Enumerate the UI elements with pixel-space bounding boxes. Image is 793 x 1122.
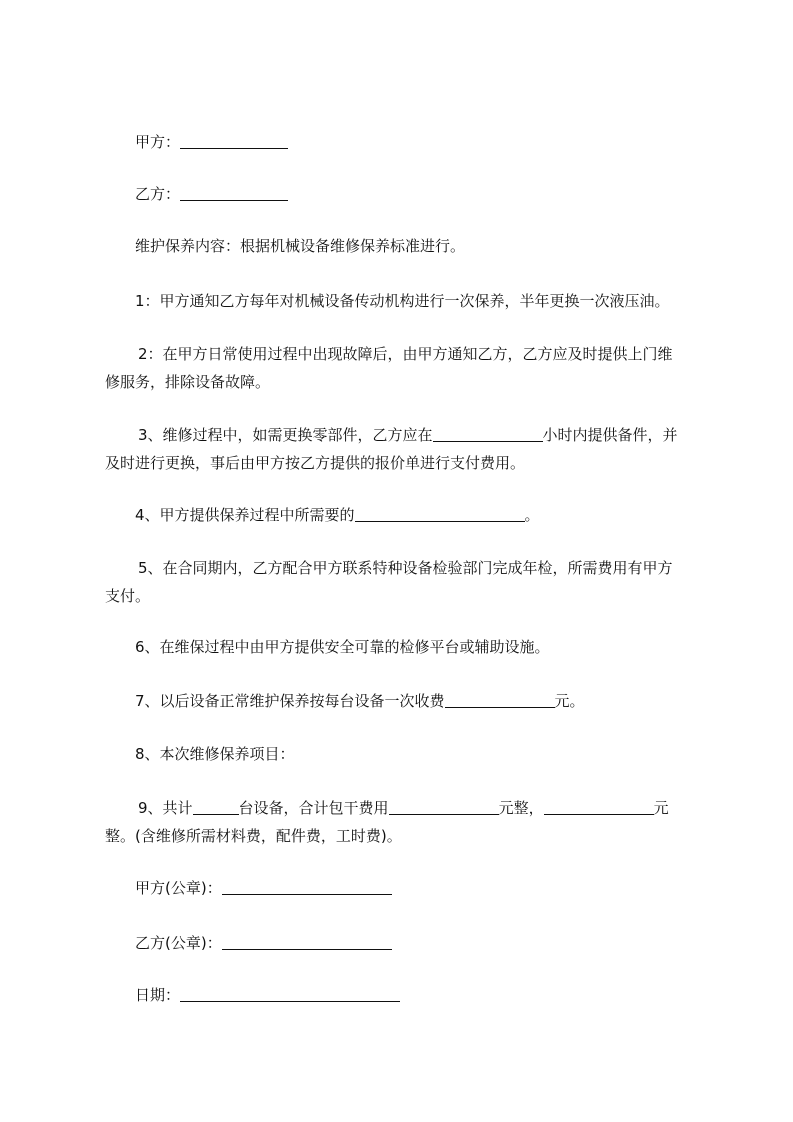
item-3-line-1 [105,420,748,450]
party-a-seal-line [105,873,745,903]
item-3-text-b: 小时内提供备件，并 [542,426,678,444]
item-4-text-b: 。 [524,506,540,524]
item-9-count-blank[interactable] [193,798,239,815]
item-7-text-a: 7、以后设备正常维护保养按每台设备一次收费 [135,692,445,710]
item-9-line-1 [105,793,748,823]
item-4-blank[interactable] [355,505,525,522]
item-4 [105,500,745,530]
party-a-line [105,127,745,157]
item-8-text: 8、本次维修保养项目： [135,745,295,763]
item-3-hours-blank[interactable] [433,425,543,442]
date-label: 日期： [135,986,181,1004]
party-a-blank[interactable] [180,132,288,149]
party-b-label: 乙方： [135,185,181,203]
item-8 [105,739,745,769]
item-9-text-2: 整。(含维修所需材料费，配件费，工时费)。 [105,827,402,845]
item-9-text-a: 9、共计 [138,799,193,817]
item-4-text-a: 4、甲方提供保养过程中所需要的 [135,506,355,524]
item-2-line-2 [105,367,715,397]
party-a-label: 甲方： [135,133,181,151]
item-7 [105,686,745,716]
maintenance-content [105,231,745,261]
item-5-text-2: 支付。 [105,587,151,605]
item-6-text: 6、在维保过程中由甲方提供安全可靠的检修平台或辅助设施。 [135,638,550,656]
item-6 [105,632,745,662]
maintenance-content-text: 维护保养内容：根据机械设备维修保养标准进行。 [135,237,466,255]
item-9-line-2 [105,821,715,851]
party-b-blank[interactable] [180,184,288,201]
date-blank[interactable] [180,985,400,1002]
item-9-text-d: 元 [653,799,669,817]
item-7-text-b: 元。 [554,692,585,710]
party-b-line [105,179,745,209]
party-b-seal-blank[interactable] [222,933,392,950]
item-5-text-1: 5、在合同期内，乙方配合甲方联系特种设备检验部门完成年检，所需费用有甲方 [138,559,673,577]
item-7-fee-blank[interactable] [445,691,555,708]
item-1 [105,286,745,316]
party-b-seal-line [105,928,745,958]
item-1-text: 1：甲方通知乙方每年对机械设备传动机构进行一次保养，半年更换一次液压油。 [135,292,670,310]
item-2-line-1 [105,339,748,369]
item-9-fee-blank[interactable] [389,798,499,815]
item-5-line-2 [105,581,715,611]
party-a-seal-blank[interactable] [222,878,392,895]
item-9-amount-blank[interactable] [544,798,654,815]
item-3-text-2: 及时进行更换，事后由甲方按乙方提供的报价单进行支付费用。 [105,454,526,472]
item-5-line-1 [105,553,748,583]
item-3-line-2 [105,448,715,478]
item-3-text-a: 3、维修过程中，如需更换零部件，乙方应在 [138,426,433,444]
item-2-text-2: 修服务，排除设备故障。 [105,373,271,391]
party-a-seal-label: 甲方(公章)： [135,879,222,897]
party-b-seal-label: 乙方(公章)： [135,934,222,952]
date-line [105,980,745,1010]
item-2-text-1: 2：在甲方日常使用过程中出现故障后，由甲方通知乙方，乙方应及时提供上门维 [138,345,673,363]
item-9-text-b: 台设备，合计包干费用 [238,799,389,817]
item-9-text-c: 元整， [498,799,544,817]
